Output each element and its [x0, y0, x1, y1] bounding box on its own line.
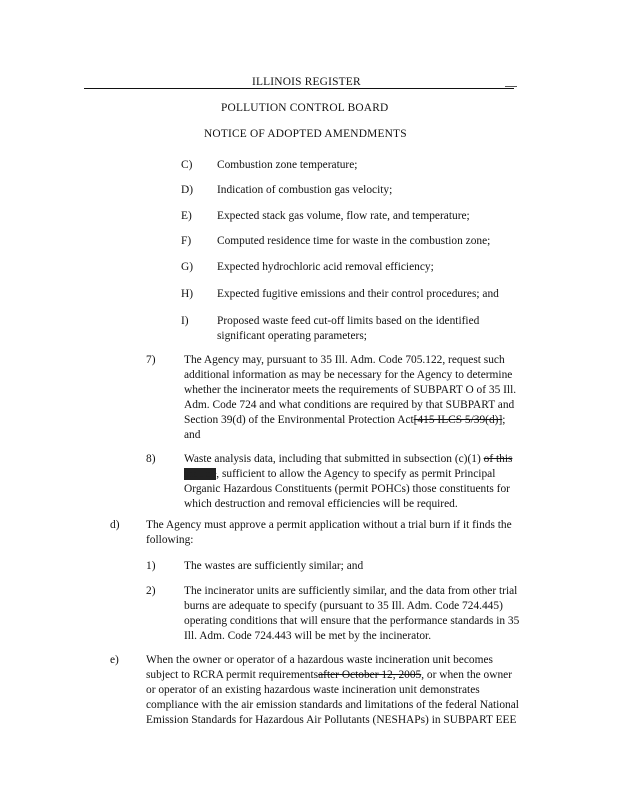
item-8-line4: which destruction and removal efficiencies will be required. — [184, 498, 458, 510]
sub-d-label: d) — [110, 519, 120, 531]
item-d-text: Indication of combustion gas velocity; — [217, 184, 393, 196]
item-e-text: Expected stack gas volume, flow rate, and temperature; — [217, 210, 470, 222]
item-8-deleted-of-this: of this — [483, 453, 513, 465]
item-8-line1 — [184, 451, 512, 467]
item-7-line5-end: ; — [502, 414, 506, 426]
item-7-line5-text: Section 39(d) of the Environmental Protection Act — [184, 414, 414, 426]
item-e-label: E) — [181, 210, 192, 222]
sub-d-item-1-text: The wastes are sufficiently similar; and — [184, 560, 364, 572]
register-title: ILLINOIS REGISTER — [252, 76, 361, 88]
item-8-deleted-section: section — [184, 468, 217, 480]
item-7-line1: The Agency may, pursuant to 35 Ill. Adm. Code 705.122, request such — [184, 354, 505, 366]
sub-d-item-2-line1: The incinerator units are sufficiently similar, and the data from other trial — [184, 585, 518, 597]
sub-e-deleted-date: after October 12, 2005 — [318, 669, 422, 681]
item-h-label: H) — [181, 288, 194, 300]
item-g-text: Expected hydrochloric acid removal efficiency; — [217, 261, 434, 273]
sub-d-item-1-label: 1) — [146, 560, 156, 572]
item-c-label: C) — [181, 159, 193, 171]
header-rule — [84, 88, 514, 89]
item-7-line6: and — [184, 429, 201, 441]
item-i-line1: Proposed waste feed cut-off limits based on the identified — [217, 315, 480, 327]
item-d-label: D) — [181, 184, 194, 196]
sub-d-item-2-line3: operating conditions that will ensure that the performance standards in 35 — [184, 615, 520, 627]
sub-e-line3: or operator of an existing hazardous waste incineration unit demonstrates — [146, 684, 480, 696]
item-8-line2-text: , sufficient to allow the Agency to specify as permit Principal — [216, 468, 496, 480]
item-8-line1-text: Waste analysis data, including that submitted in subsection (c)(1) — [184, 453, 481, 465]
sub-e-label: e) — [110, 654, 119, 666]
item-7-deleted-citation: [415 ILCS 5/39(d)] — [413, 414, 503, 426]
sub-d-line1: The Agency must approve a permit application without a trial burn if it finds the — [146, 519, 512, 531]
item-g-label: G) — [181, 261, 194, 273]
item-7-line2: additional information as may be necessary for the Agency to determine — [184, 369, 513, 381]
sub-e-line4: compliance with the air emission standards and limitations of the federal National — [146, 699, 519, 711]
item-7-label: 7) — [146, 354, 156, 366]
item-7-line4: Adm. Code 724 and what conditions are required by that SUBPART and — [184, 399, 515, 411]
header-rule-tail — [505, 86, 517, 87]
sub-e-line2 — [146, 667, 512, 683]
sub-e-line2-text: subject to RCRA permit requirements — [146, 669, 319, 681]
notice-title: NOTICE OF ADOPTED AMENDMENTS — [204, 128, 407, 140]
sub-e-line2-end: , or when the owner — [421, 669, 513, 681]
item-h-text: Expected fugitive emissions and their control procedures; and — [217, 288, 499, 300]
item-c-text: Combustion zone temperature; — [217, 159, 358, 171]
sub-d-item-2-line2: burns are adequate to specify (pursuant to 35 Ill. Adm. Code 724.445) — [184, 600, 503, 612]
sub-d-item-2-line4: Ill. Adm. Code 724.443 will be met by the incinerator. — [184, 630, 432, 642]
item-f-text: Computed residence time for waste in the combustion zone; — [217, 235, 491, 247]
item-8-line3: Organic Hazardous Constituents (permit POHCs) those constituents for — [184, 483, 510, 495]
item-f-label: F) — [181, 235, 192, 247]
sub-e-line5: Emission Standards for Hazardous Air Pollutants (NESHAPs) in SUBPART EEE — [146, 714, 517, 726]
item-7-line5 — [184, 412, 505, 428]
sub-d-line2: following: — [146, 534, 194, 546]
item-i-label: I) — [181, 315, 189, 327]
item-8-label: 8) — [146, 453, 156, 465]
sub-e-line1: When the owner or operator of a hazardous waste incineration unit becomes — [146, 654, 493, 666]
item-8-line2 — [184, 466, 495, 482]
board-title: POLLUTION CONTROL BOARD — [221, 102, 389, 114]
sub-d-item-2-label: 2) — [146, 585, 156, 597]
item-i-line2: significant operating parameters; — [217, 330, 367, 342]
item-7-line3: whether the incinerator meets the requirements of SUBPART O of 35 Ill. — [184, 384, 517, 396]
